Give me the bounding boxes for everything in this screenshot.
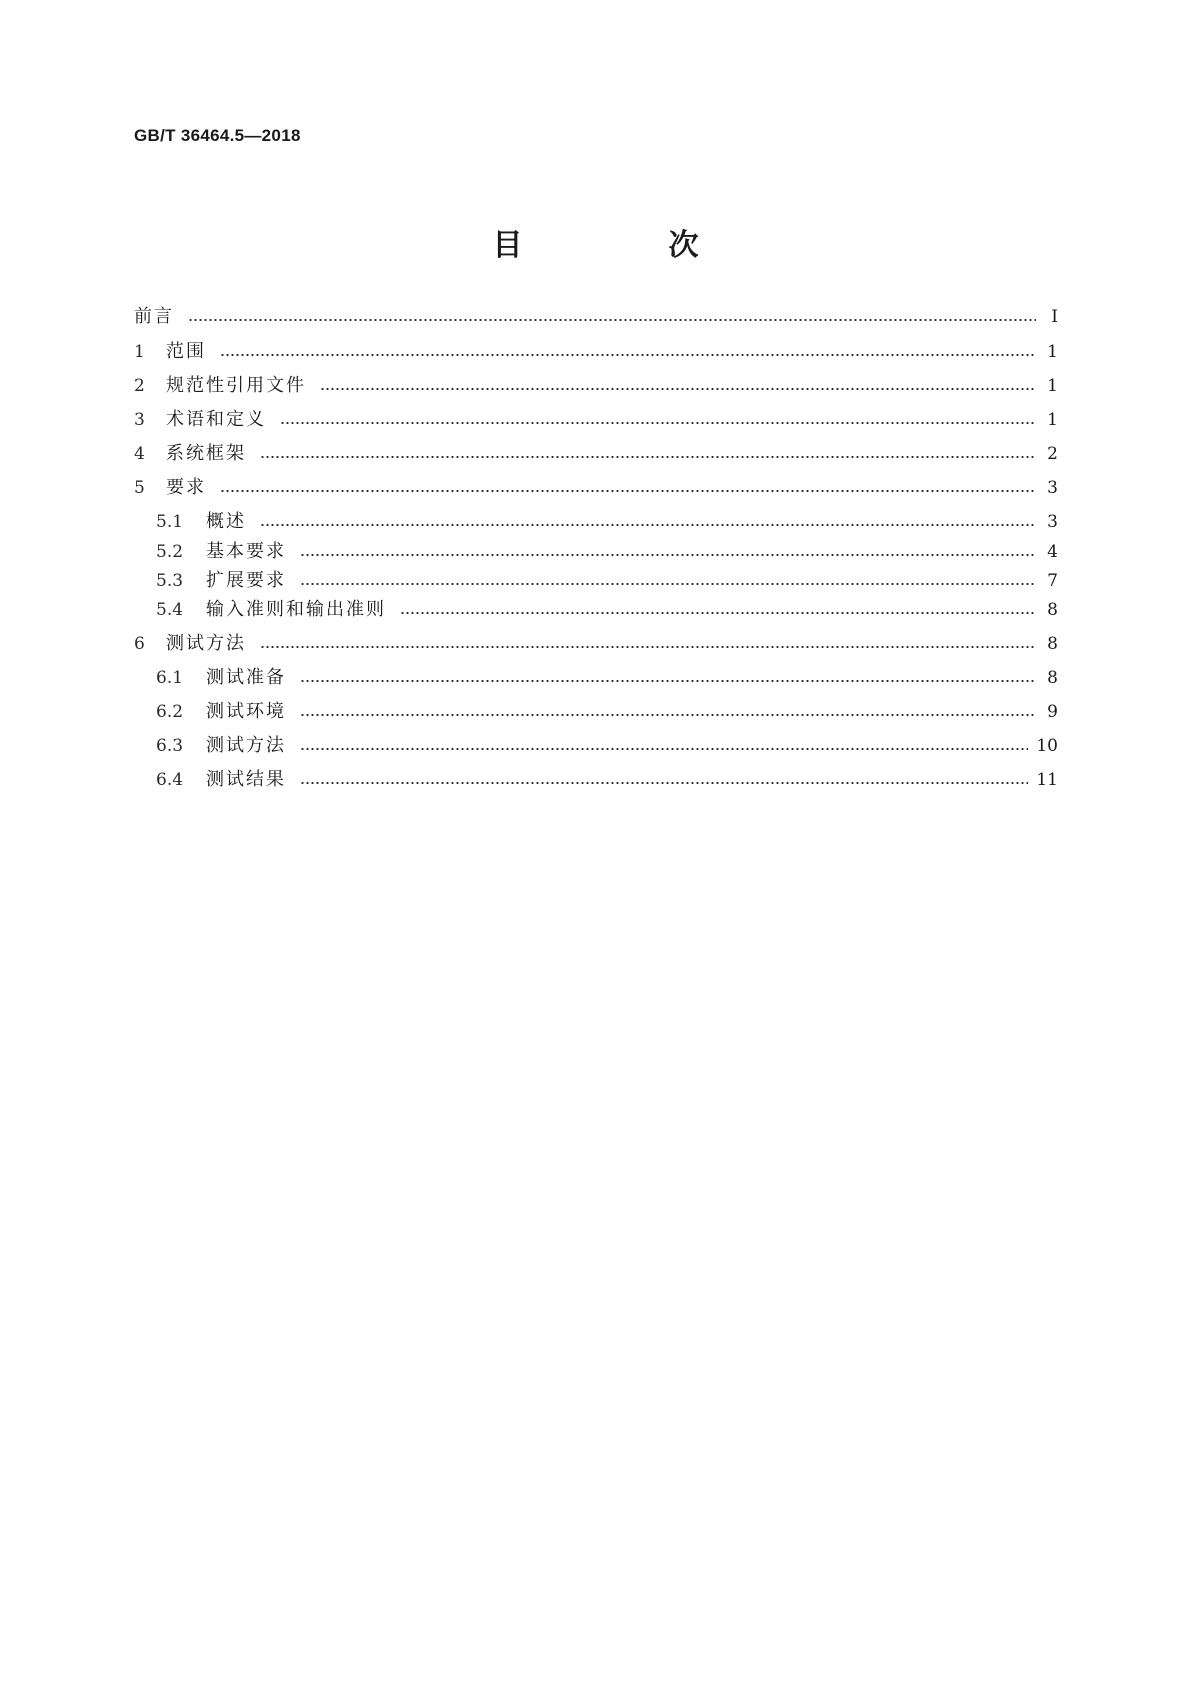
toc-entry-number: 6.2 <box>156 702 184 722</box>
toc-entry-number: 5.3 <box>156 571 184 591</box>
toc-subentry[interactable] <box>156 663 1058 693</box>
toc-title: 目 次 <box>492 228 757 263</box>
toc-leader-dots <box>400 612 1036 614</box>
toc-entry[interactable] <box>134 439 1058 469</box>
toc-leader-dots <box>260 524 1036 526</box>
toc-subentry[interactable] <box>156 507 1058 537</box>
toc-subentry[interactable] <box>156 765 1058 795</box>
toc-entry-page: 1 <box>1047 342 1058 362</box>
toc-entry-title: 基本要求 <box>206 541 286 562</box>
toc-leader-dots <box>300 782 1028 784</box>
toc-entry[interactable] <box>134 405 1058 435</box>
toc-entry-number: 6 <box>134 634 145 654</box>
toc-entry[interactable] <box>134 629 1058 659</box>
toc-entry-page: 1 <box>1047 376 1058 396</box>
toc-entry-title: 测试准备 <box>206 667 286 688</box>
toc-entry-page: 3 <box>1047 512 1058 532</box>
toc-entry-page: 8 <box>1047 668 1058 688</box>
toc-leader-dots <box>260 646 1036 648</box>
toc-entry-number: 4 <box>134 444 145 464</box>
toc-entry-number: 5 <box>134 478 145 498</box>
toc-leader-dots <box>280 422 1036 424</box>
toc-entry-title: 测试方法 <box>206 735 286 756</box>
toc-entry-title: 扩展要求 <box>206 570 286 591</box>
toc-subentry[interactable] <box>156 537 1058 567</box>
toc-entry-page: 4 <box>1047 542 1058 562</box>
toc-leader-dots <box>188 319 1036 321</box>
toc-entry-number: 2 <box>134 376 145 396</box>
toc-entry-number: 5.1 <box>156 512 184 532</box>
toc-entry-page: 11 <box>1036 770 1058 790</box>
toc-leader-dots <box>300 583 1036 585</box>
toc-leader-dots <box>300 554 1036 556</box>
toc-entry-page: 9 <box>1047 702 1058 722</box>
toc-entry-title: 概述 <box>206 511 246 532</box>
standard-code: GB/T 36464.5—2018 <box>134 126 301 145</box>
toc-leader-dots <box>220 354 1036 356</box>
toc-entry-page: 8 <box>1047 634 1058 654</box>
toc-leader-dots <box>220 490 1036 492</box>
toc-entry-title: 术语和定义 <box>166 409 266 430</box>
toc-entry-title: 范围 <box>166 341 206 362</box>
toc-entry-number: 6.4 <box>156 770 184 790</box>
toc-entry-number: 1 <box>134 342 145 362</box>
toc-entry-number: 5.4 <box>156 600 184 620</box>
toc-entry[interactable] <box>134 302 1058 332</box>
toc-subentry[interactable] <box>156 595 1058 625</box>
toc-entry-page: 7 <box>1047 571 1058 591</box>
toc-leader-dots <box>300 748 1028 750</box>
toc-leader-dots <box>300 714 1036 716</box>
toc-entry-number: 3 <box>134 410 145 430</box>
toc-entry-title: 测试结果 <box>206 769 286 790</box>
toc-subentry[interactable] <box>156 697 1058 727</box>
toc-entry-title: 测试环境 <box>206 701 286 722</box>
toc-entry-title: 规范性引用文件 <box>166 375 306 396</box>
toc-entry-page: 3 <box>1047 478 1058 498</box>
toc-entry-page: Ⅰ <box>1051 307 1058 327</box>
toc-leader-dots <box>300 680 1036 682</box>
toc-entry-title: 输入准则和输出准则 <box>206 599 386 620</box>
toc-entry-title: 要求 <box>166 477 206 498</box>
toc-entry-number: 6.1 <box>156 668 184 688</box>
toc-leader-dots <box>260 456 1036 458</box>
toc-entry-page: 10 <box>1036 736 1058 756</box>
toc-entry[interactable] <box>134 337 1058 367</box>
toc-entry-title: 测试方法 <box>166 633 246 654</box>
toc-entry-page: 8 <box>1047 600 1058 620</box>
toc-entry-page: 2 <box>1047 444 1058 464</box>
toc-subentry[interactable] <box>156 566 1058 596</box>
toc-entry[interactable] <box>134 371 1058 401</box>
toc-entry-title: 前言 <box>134 306 174 327</box>
toc-entry-title: 系统框架 <box>166 443 246 464</box>
toc-entry-page: 1 <box>1047 410 1058 430</box>
toc-leader-dots <box>320 388 1036 390</box>
toc-entry-number: 5.2 <box>156 542 184 562</box>
toc-subentry[interactable] <box>156 731 1058 761</box>
toc-entry[interactable] <box>134 473 1058 503</box>
toc-entry-number: 6.3 <box>156 736 184 756</box>
